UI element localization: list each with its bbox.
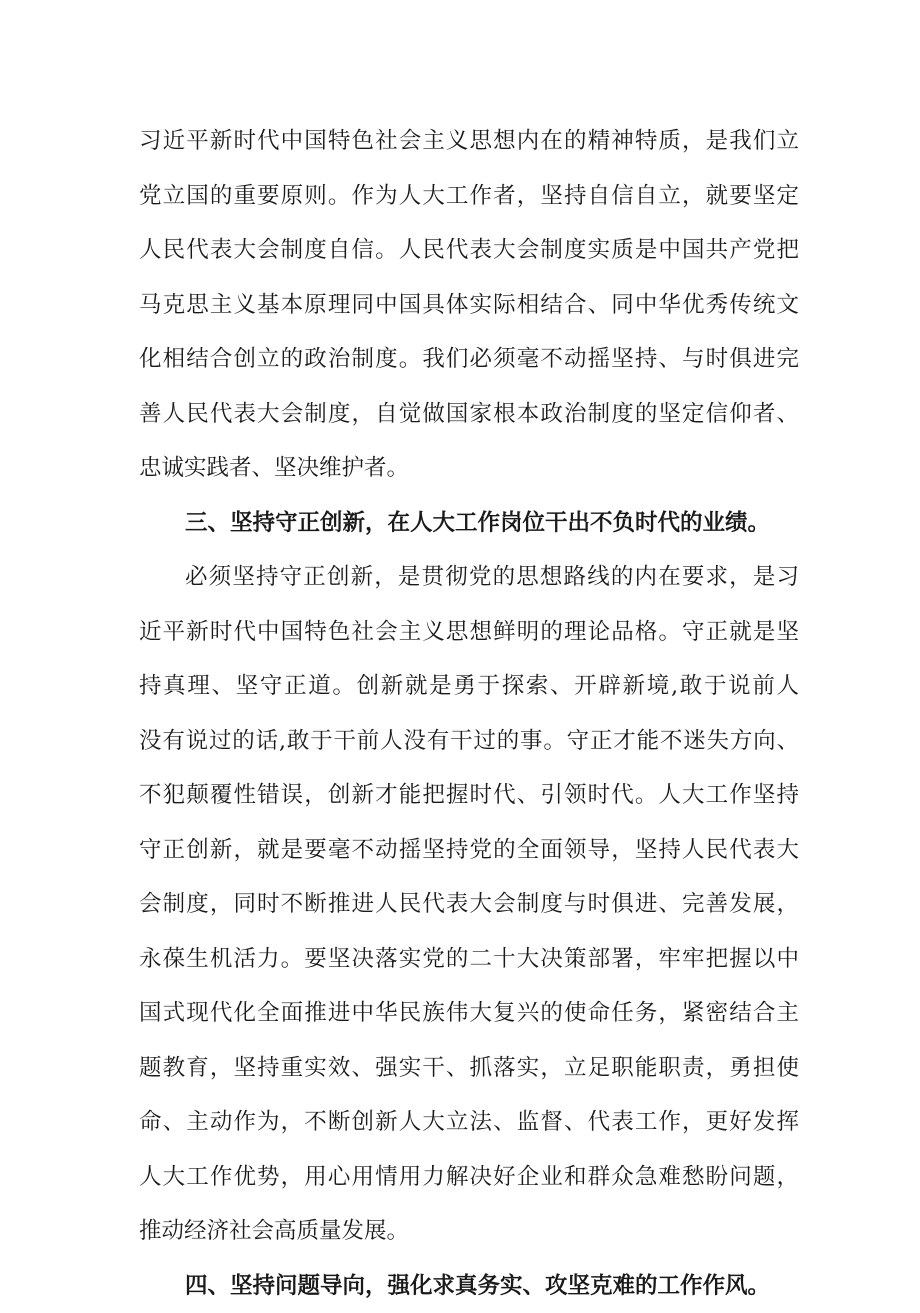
text-line: 没有说过的话,敢于干前人没有干过的事。守正才能不迷失方向、 xyxy=(139,714,799,769)
text-line: 善人民代表大会制度，自觉做国家根本政治制度的坚定信仰者、 xyxy=(139,387,799,442)
text-line: 忠诚实践者、坚决维护者。 xyxy=(139,441,799,496)
text-line: 人大工作优势，用心用情用力解决好企业和群众急难愁盼问题， xyxy=(139,1150,799,1205)
text-line: 人民代表大会制度自信。人民代表大会制度实质是中国共产党把 xyxy=(139,223,799,278)
section-heading-4: 四、坚持问题导向，强化求真务实、攻坚克难的工作作风。 xyxy=(139,1259,799,1313)
text-line: 必须坚持守正创新，是贯彻党的思想路线的内在要求，是习 xyxy=(139,550,799,605)
text-line: 守正创新，就是要毫不动摇坚持党的全面领导，坚持人民代表大 xyxy=(139,823,799,878)
text-line: 永葆生机活力。要坚决落实党的二十大决策部署，牢牢把握以中 xyxy=(139,932,799,987)
text-line: 会制度，同时不断推进人民代表大会制度与时俱进、完善发展， xyxy=(139,877,799,932)
text-line: 近平新时代中国特色社会主义思想鲜明的理论品格。守正就是坚 xyxy=(139,605,799,660)
text-line: 推动经济社会高质量发展。 xyxy=(139,1204,799,1259)
text-line: 国式现代化全面推进中华民族伟大复兴的使命任务，紧密结合主 xyxy=(139,986,799,1041)
section-heading-3: 三、坚持守正创新，在人大工作岗位干出不负时代的业绩。 xyxy=(139,496,799,551)
text-line: 马克思主义基本原理同中国具体实际相结合、同中华优秀传统文 xyxy=(139,278,799,333)
document-body xyxy=(139,114,799,1313)
paragraph-innovation xyxy=(139,550,799,1259)
paragraph-national-confidence xyxy=(139,114,799,496)
text-line: 不犯颠覆性错误，创新才能把握时代、引领时代。人大工作坚持 xyxy=(139,768,799,823)
text-line: 党立国的重要原则。作为人大工作者，坚持自信自立，就要坚定 xyxy=(139,169,799,224)
text-line: 化相结合创立的政治制度。我们必须毫不动摇坚持、与时俱进完 xyxy=(139,332,799,387)
text-line: 习近平新时代中国特色社会主义思想内在的精神特质，是我们立 xyxy=(139,114,799,169)
text-line: 持真理、坚守正道。创新就是勇于探索、开辟新境,敢于说前人 xyxy=(139,659,799,714)
text-line: 命、主动作为，不断创新人大立法、监督、代表工作，更好发挥 xyxy=(139,1095,799,1150)
text-line: 题教育，坚持重实效、强实干、抓落实，立足职能职责，勇担使 xyxy=(139,1041,799,1096)
